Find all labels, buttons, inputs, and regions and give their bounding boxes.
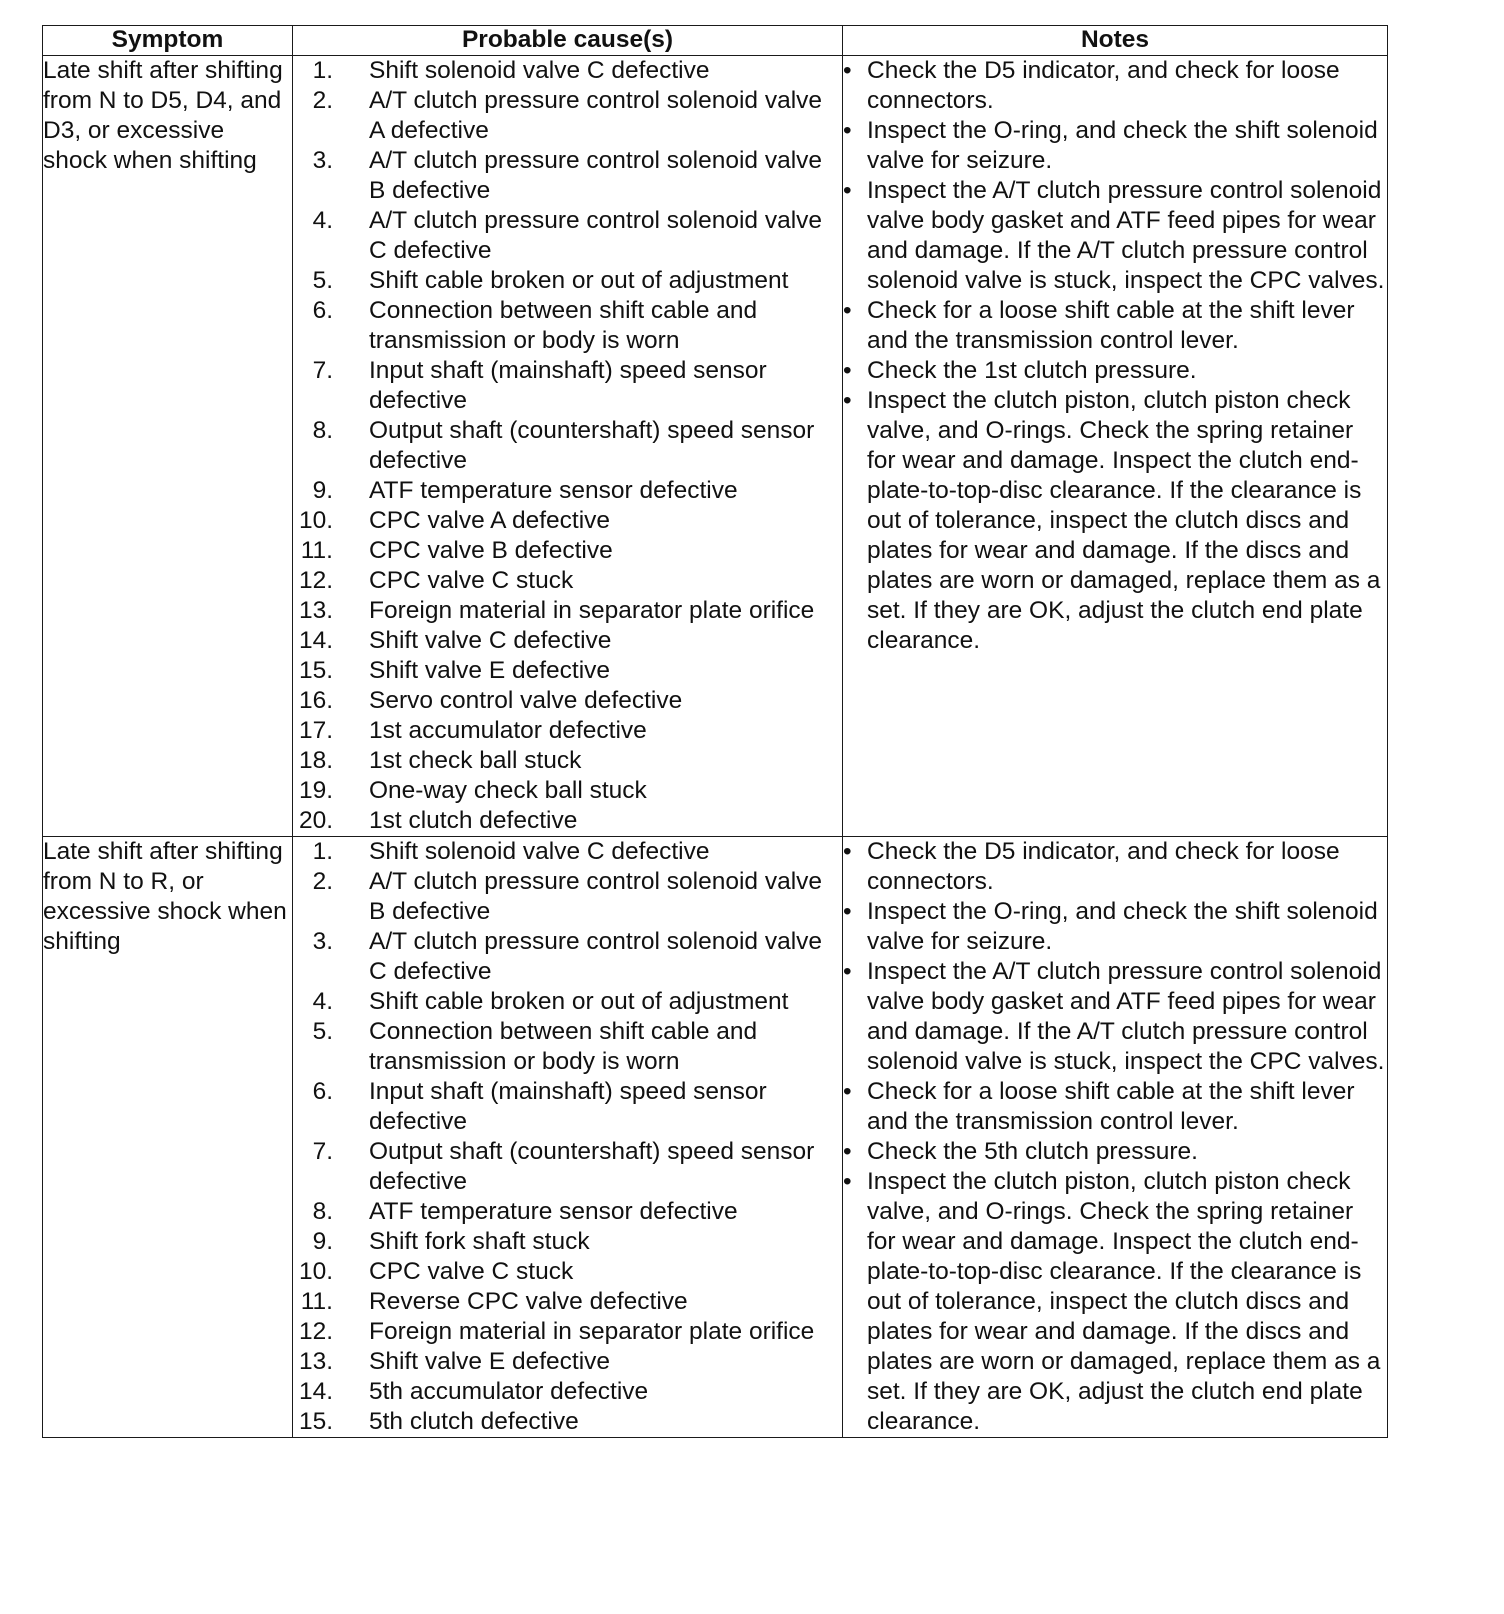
cause-text: CPC valve A defective [369,507,611,534]
cause-item [293,1257,842,1287]
symptom-column-header: Symptom [43,26,293,56]
cause-number: 11. [300,537,333,564]
probable-cause-column-header: Probable cause(s) [293,26,843,56]
troubleshooting-table [42,25,1388,1438]
cause-item [293,837,842,867]
cause-item [293,656,842,686]
cause-number: 15. [298,1408,333,1435]
note-item [843,356,1387,386]
bullet-icon: • [843,57,852,84]
cause-text: Input shaft (mainshaft) speed sensor defective [369,357,767,414]
table-row [43,56,1388,837]
symptom-cell: Late shift after shifting from N to R, or excessive shock when shifting [43,837,293,1438]
cause-number: 1. [312,838,333,865]
cause-text: Output shaft (countershaft) speed sensor defective [369,1138,815,1195]
note-text: Inspect the O-ring, and check the shift solenoid valve for seizure. [867,117,1378,174]
cause-item [293,927,842,987]
cause-item [293,716,842,746]
cause-text: Foreign material in separator plate orifice [369,597,815,624]
cause-item [293,1227,842,1257]
note-item [843,837,1387,897]
note-item [843,386,1387,656]
note-text: Check for a loose shift cable at the shift lever and the transmission control lever. [867,1078,1355,1135]
cause-text: Foreign material in separator plate orifice [369,1318,815,1345]
cause-number: 18. [298,747,333,774]
cause-text: Connection between shift cable and transmission or body is worn [369,297,758,354]
note-item [843,957,1387,1077]
cause-number: 17. [298,717,333,744]
cause-item [293,1137,842,1197]
cause-text: A/T clutch pressure control solenoid valve B defective [369,147,823,204]
cause-text: CPC valve C stuck [369,1258,574,1285]
cause-number: 9. [312,1228,333,1255]
cause-number: 4. [312,207,333,234]
cause-number: 7. [312,357,333,384]
cause-number: 16. [298,687,333,714]
cause-text: A/T clutch pressure control solenoid valve A defective [369,87,823,144]
cause-text: 1st clutch defective [369,807,578,834]
cause-text: Shift valve E defective [369,657,611,684]
bullet-icon: • [843,1138,852,1165]
cause-number: 19. [298,777,333,804]
cause-text: 1st check ball stuck [369,747,582,774]
cause-text: Input shaft (mainshaft) speed sensor defective [369,1078,767,1135]
cause-number: 14. [298,627,333,654]
note-item [843,56,1387,116]
cause-text: ATF temperature sensor defective [369,1198,738,1225]
bullet-icon: • [843,1168,852,1195]
cause-text: Shift cable broken or out of adjustment [369,267,789,294]
note-text: Check the D5 indicator, and check for loose connectors. [867,57,1340,114]
bullet-icon: • [843,838,852,865]
cause-item [293,1377,842,1407]
bullet-icon: • [843,297,852,324]
cause-number: 15. [298,657,333,684]
cause-item [293,296,842,356]
cause-text: A/T clutch pressure control solenoid valve B defective [369,868,823,925]
cause-number: 12. [298,1318,333,1345]
cause-item [293,356,842,416]
cause-number: 3. [312,928,333,955]
note-item [843,296,1387,356]
cause-item [293,1317,842,1347]
cause-item [293,1407,842,1437]
cause-item [293,1287,842,1317]
cause-text: One-way check ball stuck [369,777,647,804]
cause-text: A/T clutch pressure control solenoid valve C defective [369,928,823,985]
notes-cell [843,837,1388,1438]
cause-item [293,506,842,536]
cause-number: 14. [298,1378,333,1405]
note-item [843,1167,1387,1437]
note-text: Check the 5th clutch pressure. [867,1138,1198,1165]
notes-list [843,837,1387,1437]
cause-item [293,1017,842,1077]
notes-cell [843,56,1388,837]
cause-item [293,626,842,656]
cause-number: 11. [300,1288,333,1315]
cause-number: 5. [312,1018,333,1045]
cause-text: Shift valve E defective [369,1348,611,1375]
cause-number: 8. [312,1198,333,1225]
cause-number: 1. [312,57,333,84]
cause-text: 5th accumulator defective [369,1378,649,1405]
cause-text: Reverse CPC valve defective [369,1288,688,1315]
cause-item [293,867,842,927]
cause-item [293,86,842,146]
cause-text: Shift valve C defective [369,627,612,654]
cause-number: 4. [312,988,333,1015]
cause-text: A/T clutch pressure control solenoid valve C defective [369,207,823,264]
note-text: Inspect the O-ring, and check the shift solenoid valve for seizure. [867,898,1378,955]
cause-text: Shift fork shaft stuck [369,1228,590,1255]
cause-item [293,206,842,266]
note-item [843,176,1387,296]
cause-item [293,566,842,596]
cause-text: Shift solenoid valve C defective [369,57,710,84]
cause-number: 6. [312,1078,333,1105]
bullet-icon: • [843,958,852,985]
bullet-icon: • [843,357,852,384]
cause-text: 5th clutch defective [369,1408,579,1435]
cause-text: Connection between shift cable and transmission or body is worn [369,1018,758,1075]
cause-text: Output shaft (countershaft) speed sensor defective [369,417,815,474]
cause-number: 10. [298,1258,333,1285]
symptom-cell: Late shift after shifting from N to D5, D4, and D3, or excessive shock when shifting [43,56,293,837]
cause-number: 5. [312,267,333,294]
cause-text: CPC valve C stuck [369,567,574,594]
note-item [843,1137,1387,1167]
cause-item [293,746,842,776]
note-item [843,897,1387,957]
bullet-icon: • [843,898,852,925]
table-header [43,26,1388,56]
cause-number: 8. [312,417,333,444]
cause-number: 9. [312,477,333,504]
cause-item [293,1197,842,1227]
cause-number: 10. [298,507,333,534]
cause-number: 6. [312,297,333,324]
cause-text: 1st accumulator defective [369,717,647,744]
notes-list [843,56,1387,656]
cause-item [293,1077,842,1137]
cause-item [293,596,842,626]
cause-item [293,686,842,716]
cause-number: 12. [298,567,333,594]
probable-cause-cell [293,56,843,837]
note-text: Check the 1st clutch pressure. [867,357,1197,384]
cause-item [293,56,842,86]
cause-item [293,416,842,476]
cause-item [293,146,842,206]
cause-item [293,536,842,566]
bullet-icon: • [843,117,852,144]
note-item [843,116,1387,176]
cause-text: ATF temperature sensor defective [369,477,738,504]
cause-text: CPC valve B defective [369,537,613,564]
table-row [43,837,1388,1438]
note-text: Inspect the clutch piston, clutch piston check valve, and O-rings. Check the spring retainer for wear and damage. Inspect the clutch end-plate-to-top-disc clearance. If the clearance is out of tolerance, inspect the clutch discs and plates for wear and damage. If the discs and plates are worn or damaged, replace them as a set. If they are OK, adjust the clutch end plate clearance. [867,387,1381,654]
cause-item [293,776,842,806]
cause-item [293,806,842,836]
cause-item [293,476,842,506]
cause-item [293,1347,842,1377]
note-item [843,1077,1387,1137]
header-row [43,26,1388,56]
cause-item [293,987,842,1017]
bullet-icon: • [843,177,852,204]
notes-column-header: Notes [843,26,1388,56]
cause-number: 7. [312,1138,333,1165]
cause-number: 2. [312,868,333,895]
note-text: Inspect the clutch piston, clutch piston check valve, and O-rings. Check the spring retainer for wear and damage. Inspect the clutch end-plate-to-top-disc clearance. If the clearance is out of tolerance, inspect the clutch discs and plates for wear and damage. If the discs and plates are worn or damaged, replace them as a set. If they are OK, adjust the clutch end plate clearance. [867,1168,1381,1435]
probable-cause-cell [293,837,843,1438]
note-text: Check for a loose shift cable at the shift lever and the transmission control lever. [867,297,1355,354]
note-text: Check the D5 indicator, and check for loose connectors. [867,838,1340,895]
bullet-icon: • [843,1078,852,1105]
cause-text: Shift solenoid valve C defective [369,838,710,865]
cause-number: 13. [298,1348,333,1375]
bullet-icon: • [843,387,852,414]
cause-text: Servo control valve defective [369,687,683,714]
note-text: Inspect the A/T clutch pressure control solenoid valve body gasket and ATF feed pipes for wear and damage. If the A/T clutch pressure control solenoid valve is stuck, inspect the CPC valves. [867,958,1385,1075]
table-body [43,56,1388,1438]
cause-number: 3. [312,147,333,174]
note-text: Inspect the A/T clutch pressure control solenoid valve body gasket and ATF feed pipes for wear and damage. If the A/T clutch pressure control solenoid valve is stuck, inspect the CPC valves. [867,177,1385,294]
cause-list [293,56,842,836]
cause-number: 13. [298,597,333,624]
cause-list [293,837,842,1437]
cause-number: 2. [312,87,333,114]
cause-text: Shift cable broken or out of adjustment [369,988,789,1015]
cause-item [293,266,842,296]
cause-number: 20. [298,807,333,834]
